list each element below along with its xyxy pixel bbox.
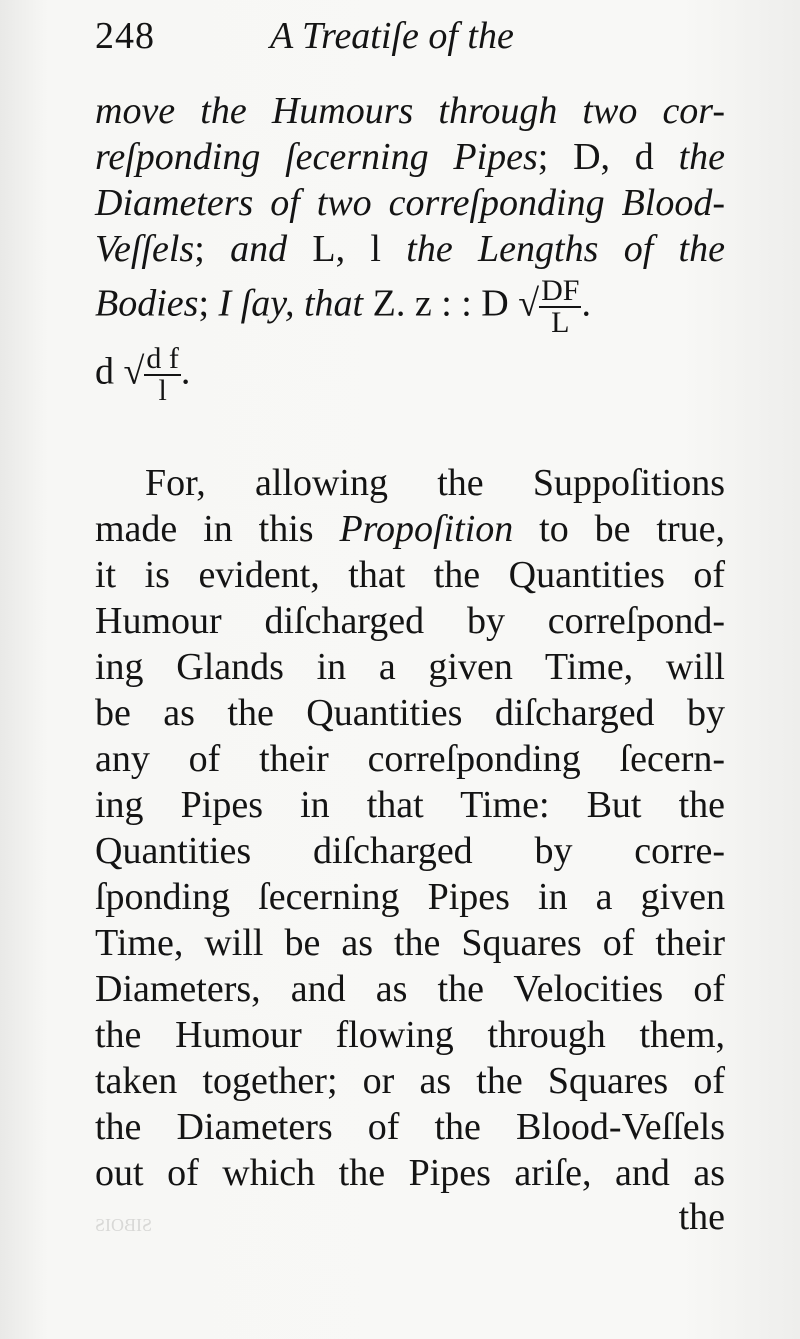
body-line-9: Quantities diſcharged by corre-: [95, 830, 725, 872]
fraction-df-l: $\frac{\text{d f}}{l}$: [146, 342, 179, 407]
catchword: the: [678, 1196, 725, 1238]
page-header: [95, 14, 735, 74]
bleed-through-text: SIBOIS: [95, 1215, 153, 1235]
proposition-formula-line: Bodies; I ſay, that Z. z : : D √ $\frac{DF}{L}$ .: [95, 274, 591, 339]
proposition-formula-line-2: d √ $\frac{\text{d f}}{l}$ .: [95, 342, 191, 407]
body-line-5: ing Glands in a given Time, will: [95, 646, 725, 688]
fraction-DF-L: $\frac{DF}{L}$: [541, 274, 580, 339]
body-line-4: Humour diſcharged by correſpond-: [95, 600, 725, 642]
proposition-line-3: Diameters of two correſponding Blood-: [95, 182, 725, 224]
body-line-3: it is evident, that the Quantities of: [95, 554, 725, 596]
running-title: A Treatiſe of the: [270, 15, 514, 57]
body-line-12: Diameters, and as the Velocities of: [95, 968, 725, 1010]
proposition-line-4: Veſſels; and L, l the Lengths of the: [95, 228, 725, 270]
radical-sign: √: [123, 350, 145, 393]
body-line-6: be as the Quantities diſcharged by: [95, 692, 725, 734]
body-line-11: Time, will be as the Squares of their: [95, 922, 725, 964]
body-line-15: the Diameters of the Blood-Veſſels: [95, 1106, 725, 1148]
page-number: 248: [95, 15, 155, 57]
body-line-8: ing Pipes in that Time: But the: [95, 784, 725, 826]
body-line-1: For, allowing the Suppoſitions: [145, 462, 725, 504]
body-line-2: made in this Propoſition to be true,: [95, 508, 725, 550]
radical-sign: √: [518, 282, 540, 325]
proposition-line-1: move the Humours through two cor-: [95, 90, 725, 132]
body-line-16: out of which the Pipes ariſe, and as: [95, 1152, 725, 1194]
body-line-7: any of their correſponding ſecern-: [95, 738, 725, 780]
body-line-13: the Humour flowing through them,: [95, 1014, 725, 1056]
proposition-line-2: reſponding ſecerning Pipes; D, d the: [95, 136, 725, 178]
body-line-10: ſponding ſecerning Pipes in a given: [95, 876, 725, 918]
body-line-14: taken together; or as the Squares of: [95, 1060, 725, 1102]
